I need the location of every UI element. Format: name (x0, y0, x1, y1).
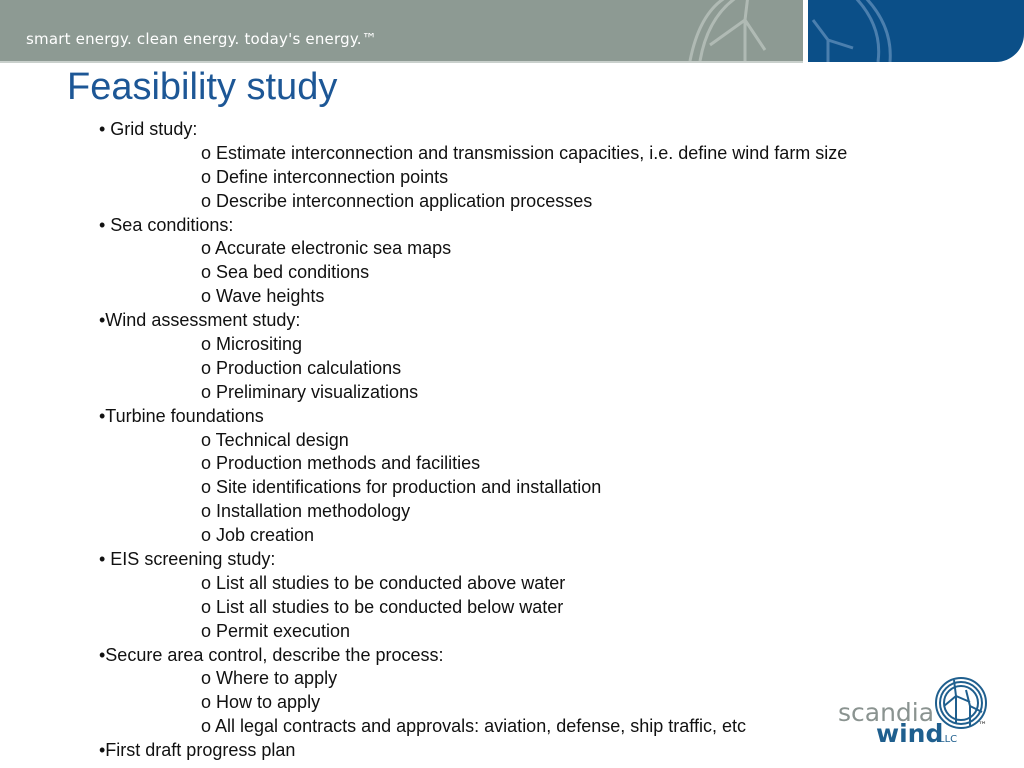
wind-turbine-watermark-icon (808, 0, 1024, 62)
sub-bullet-item: o Permit execution (201, 620, 351, 641)
logo-text-wind: wind (876, 719, 944, 746)
logo-tm: ™ (978, 721, 987, 731)
sub-bullet-item: o List all studies to be conducted below water (201, 596, 564, 617)
sub-bullet-item: o Technical design (201, 429, 349, 450)
sub-bullet-item: o Preliminary visualizations (201, 381, 419, 402)
bullet-item: • Grid study: (99, 119, 198, 139)
sub-bullet-item: o List all studies to be conducted above water (201, 572, 566, 593)
sub-bullet-item: o Production methods and facilities (201, 453, 481, 474)
tagline: smart energy. clean energy. today's energy.™ (26, 30, 377, 48)
logo-text-llc: LLC (939, 734, 958, 745)
sub-bullet-item: o Accurate electronic sea maps (201, 238, 452, 259)
turbine-circle-icon (936, 678, 986, 728)
header-blue-panel (808, 0, 1024, 62)
sub-bullet-item: o Production calculations (201, 357, 402, 378)
sub-bullet-item: o Wave heights (201, 286, 325, 307)
sub-bullet-item: o Describe interconnection application processes (201, 190, 593, 211)
bullet-list (0, 118, 1024, 763)
sub-bullet-item: o Site identifications for production and installation (201, 477, 602, 498)
bullet-item: •Secure area control, describe the process: (99, 644, 444, 665)
sub-bullet-item: o Sea bed conditions (201, 262, 370, 283)
bullet-item: • EIS screening study: (99, 549, 276, 570)
sub-bullet-item: o Job creation (201, 525, 315, 546)
scandia-wind-logo (836, 676, 996, 746)
sub-bullet-item: o All legal contracts and approvals: aviation, defense, ship traffic, etc (201, 716, 746, 737)
header-band (0, 0, 803, 63)
logo-text-scandia: scandia (838, 698, 935, 727)
sub-bullet-item: o Define interconnection points (201, 166, 449, 187)
sub-bullet-item: o Where to apply (201, 668, 338, 689)
wind-turbine-watermark-icon (670, 0, 803, 61)
bullet-item: •Wind assessment study: (99, 310, 301, 331)
sub-bullet-item: o Micrositing (201, 334, 303, 355)
bullet-item: •First draft progress plan (99, 740, 296, 761)
bullet-item: • Sea conditions: (99, 214, 234, 235)
sub-bullet-item: o Installation methodology (201, 501, 411, 522)
sub-bullet-item: o Estimate interconnection and transmission capacities, i.e. define wind farm size (201, 142, 848, 163)
slide-title: Feasibility study (67, 66, 338, 108)
bullet-item: •Turbine foundations (99, 405, 264, 426)
sub-bullet-item: o How to apply (201, 692, 321, 713)
